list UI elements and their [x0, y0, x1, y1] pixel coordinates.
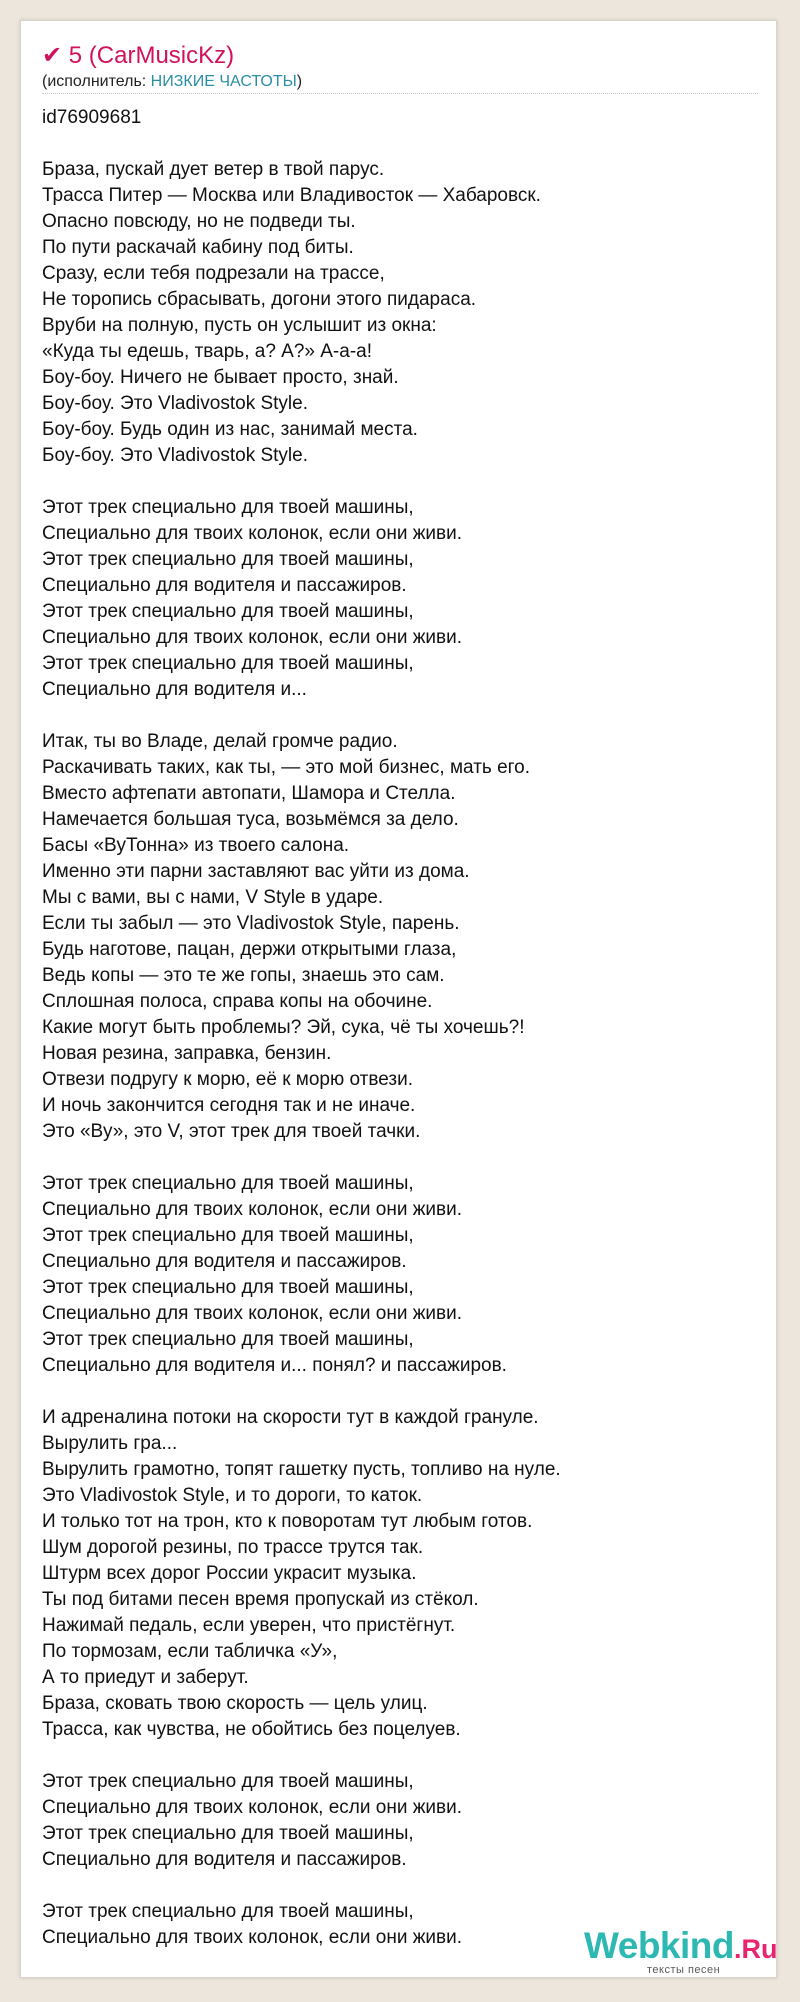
lyrics-line: Нажимай педаль, если уверен, что пристёгнут. — [42, 1615, 456, 1636]
lyrics-blank-line — [42, 703, 561, 729]
lyrics-blank-line — [42, 1873, 561, 1899]
lyrics-line: По пути раскачай кабину под биты. — [42, 237, 354, 258]
lyrics-line: Боу-боу. Будь один из нас, занимай места. — [42, 419, 418, 440]
lyrics-line: Специально для твоих колонок, если они живи. — [42, 627, 463, 648]
song-title: ✔ 5 (CarMusicKz) — [42, 42, 235, 69]
lyrics-line: Вырулить грамотно, топят гашетку пусть, топливо на нуле. — [42, 1459, 561, 1480]
lyrics-blank-line — [42, 1379, 561, 1405]
lyrics-line: Этот трек специально для твоей машины, — [42, 1823, 414, 1844]
lyrics-line: Это Vladivostok Style, и то дороги, то каток. — [42, 1485, 423, 1506]
lyrics-line: Этот трек специально для твоей машины, — [42, 601, 414, 622]
divider — [42, 93, 758, 94]
lyrics-line: Боу-боу. Ничего не бывает просто, знай. — [42, 367, 399, 388]
lyrics-line: Этот трек специально для твоей машины, — [42, 1277, 414, 1298]
lyrics-line: Специально для водителя и... — [42, 679, 307, 700]
lyrics-line: Боу-боу. Это Vladivostok Style. — [42, 445, 308, 466]
lyrics-line: Этот трек специально для твоей машины, — [42, 497, 414, 518]
lyrics-line: Вруби на полную, пусть он услышит из окна: — [42, 315, 437, 336]
lyrics-line: Браза, пускай дует ветер в твой парус. — [42, 159, 385, 180]
lyrics-line: Трасса, как чувства, не обойтись без поцелуев. — [42, 1719, 461, 1740]
lyrics-line: Трасса Питер — Москва или Владивосток — Хабаровск. — [42, 185, 541, 206]
lyrics-line: Специально для водителя и пассажиров. — [42, 575, 407, 596]
lyrics-blank-line — [42, 469, 561, 495]
lyrics-line: Опасно повсюду, но не подведи ты. — [42, 211, 356, 232]
lyrics-line: Боу-боу. Это Vladivostok Style. — [42, 393, 308, 414]
lyrics-line: Именно эти парни заставляют вас уйти из дома. — [42, 861, 470, 882]
lyrics-line: Мы с вами, вы с нами, V Style в ударе. — [42, 887, 384, 908]
lyrics-line: Специально для водителя и... понял? и пассажиров. — [42, 1355, 507, 1376]
lyrics-line: Специально для твоих колонок, если они живи. — [42, 1303, 463, 1324]
lyrics-line: И адреналина потоки на скорости тут в каждой грануле. — [42, 1407, 539, 1428]
logo-main: Webkind — [584, 1925, 734, 1966]
lyrics-line: Этот трек специально для твоей машины, — [42, 1329, 414, 1350]
lyrics-line: Сразу, если тебя подрезали на трассе, — [42, 263, 385, 284]
lyrics-lines — [42, 157, 561, 1951]
lyrics-line: Этот трек специально для твоей машины, — [42, 1771, 414, 1792]
lyrics-line: И ночь закончится сегодня так и не иначе. — [42, 1095, 416, 1116]
lyrics-blank-line — [42, 1145, 561, 1171]
lyrics-line: Какие могут быть проблемы? Эй, сука, чё ты хочешь?! — [42, 1017, 525, 1038]
lyrics-line: Не торопись сбрасывать, догони этого пидараса. — [42, 289, 477, 310]
song-id: id76909681 — [42, 107, 142, 128]
logo-suffix: .Ru — [734, 1934, 778, 1964]
lyrics-line: Будь наготове, пацан, держи открытыми глаза, — [42, 939, 457, 960]
lyrics-line: «Куда ты едешь, тварь, а? А?» А-а-а! — [42, 341, 372, 362]
lyrics-line: Этот трек специально для твоей машины, — [42, 653, 414, 674]
lyrics-line: Новая резина, заправка, бензин. — [42, 1043, 332, 1064]
lyrics-line: Специально для твоих колонок, если они живи. — [42, 1927, 463, 1948]
lyrics-line: Итак, ты во Владе, делай громче радио. — [42, 731, 398, 752]
lyrics-line: Этот трек специально для твоей машины, — [42, 1225, 414, 1246]
lyrics-line: Ты под битами песен время пропускай из стёкол. — [42, 1589, 479, 1610]
lyrics-line: Этот трек специально для твоей машины, — [42, 1901, 414, 1922]
lyrics-line: Вырулить гра... — [42, 1433, 178, 1454]
lyrics-line: Специально для твоих колонок, если они живи. — [42, 1199, 463, 1220]
webkind-logo[interactable] — [584, 1925, 778, 1976]
artist-prefix: (исполнитель: — [42, 73, 151, 90]
lyrics-line: Раскачивать таких, как ты, — это мой бизнес, мать его. — [42, 757, 531, 778]
lyrics-line: Намечается большая туса, возьмёмся за дело. — [42, 809, 459, 830]
lyrics-line: По тормозам, если табличка «У», — [42, 1641, 338, 1662]
lyrics-text — [42, 105, 561, 1951]
lyrics-line: Это «Ву», это V, этот трек для твоей тачки. — [42, 1121, 421, 1142]
lyrics-line: И только тот на трон, кто к поворотам тут любым готов. — [42, 1511, 533, 1532]
lyrics-line: А то приедут и заберут. — [42, 1667, 249, 1688]
lyrics-line: Басы «ВуТонна» из твоего салона. — [42, 835, 350, 856]
lyrics-line: Шум дорогой резины, по трассе трутся так. — [42, 1537, 424, 1558]
lyrics-line: Этот трек специально для твоей машины, — [42, 549, 414, 570]
lyrics-line: Специально для твоих колонок, если они живи. — [42, 1797, 463, 1818]
lyrics-line: Штурм всех дорог России украсит музыка. — [42, 1563, 417, 1584]
lyrics-line: Специально для водителя и пассажиров. — [42, 1251, 407, 1272]
lyrics-blank-line — [42, 1743, 561, 1769]
lyrics-line: Ведь копы — это те же гопы, знаешь это сам. — [42, 965, 445, 986]
logo-subtitle: тексты песен — [647, 1964, 721, 1976]
lyrics-line: Если ты забыл — это Vladivostok Style, парень. — [42, 913, 460, 934]
lyrics-spacer — [42, 131, 561, 157]
lyrics-line: Отвези подругу к морю, её к морю отвези. — [42, 1069, 414, 1090]
lyrics-line: Специально для водителя и пассажиров. — [42, 1849, 407, 1870]
lyrics-card — [20, 20, 777, 1978]
lyrics-line: Браза, сковать твою скорость — цель улиц. — [42, 1693, 428, 1714]
lyrics-line: Этот трек специально для твоей машины, — [42, 1173, 414, 1194]
lyrics-line: Специально для твоих колонок, если они живи. — [42, 523, 463, 544]
artist-link[interactable]: НИЗКИЕ ЧАСТОТЫ — [150, 73, 297, 90]
artist-line — [42, 72, 302, 92]
lyrics-line: Вместо афтепати автопати, Шамора и Стелла. — [42, 783, 456, 804]
artist-suffix: ) — [296, 73, 303, 90]
lyrics-line: Сплошная полоса, справа копы на обочине. — [42, 991, 433, 1012]
